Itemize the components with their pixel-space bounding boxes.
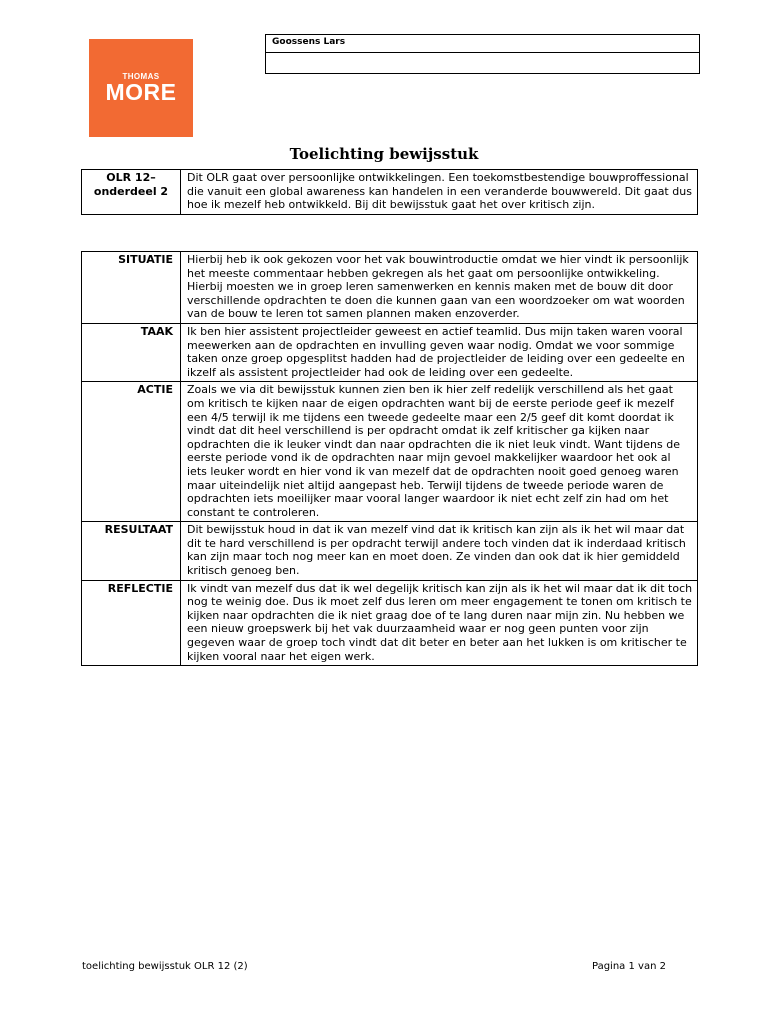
student-name-box (265, 34, 700, 74)
star-label-resultaat: RESULTAAT (82, 522, 181, 580)
star-text-reflectie: Ik vindt van mezelf dus dat ik wel degelijk kritisch kan zijn als ik het wil maar dat ik dit toch nog te weinig doe. Dus ik moet zelf dus leren om meer engagement te tonen om kritisch te kijken naar opdrachten die ik niet graag doe of te lang duren naar mijn zin. Nu hebben we een nieuw groepswerk bij het vak duurzaamheid waar er nog geen punten voor zijn gegeven waar de groep toch vindt dat dit beter en beter aan het lukken is om kritischer te kijken vooral naar het eigen werk. (181, 580, 698, 666)
intro-row (82, 170, 698, 215)
footer-document-name: toelichting bewijsstuk OLR 12 (2) (82, 961, 248, 972)
star-label-taak: TAAK (82, 323, 181, 381)
star-label-situatie: SITUATIE (82, 252, 181, 324)
star-row-situatie (82, 252, 698, 324)
star-text-resultaat: Dit bewijsstuk houd in dat ik van mezelf vind dat ik kritisch kan zijn als ik het wil maar dat dit te hard verschillend is per opdracht terwijl andere toch vinden dat ik inderdaad kritisch kan zijn maar toch nog meer kan en moet doen. Ze vinden dan ook dat ik hier gemiddeld kritisch genoeg ben. (181, 522, 698, 580)
intro-label: OLR 12– onderdeel 2 (82, 170, 181, 215)
star-text-actie: Zoals we via dit bewijsstuk kunnen zien ben ik hier zelf redelijk verschillend als het gaat om kritisch te kijken naar de eigen opdrachten want bij de eerste periode geef ik mezelf een 4/5 terwijl ik me tijdens een tweede gedeelte maar een 2/5 geef dit komt doordat ik vindt dat dit heel verschillend is per opdracht omdat ik zelf kritischer ga kijken naar opdrachten die ik leuker vindt dan naar opdrachten die ik niet leuk vindt. Want tijdens de eerste periode vond ik de opdrachten naar mijn gevoel makkelijker waardoor het ook al iets leuker wordt en hier vond ik van mezelf dat de opdrachten nooit goed genoeg waren maar uiteindelijk niet altijd aangepast heb. Terwijl tijdens de tweede periode waren de opdrachten iets moeilijker maar vooral langer waardoor ik niet echt zelf zin had om het constant te controleren. (181, 382, 698, 522)
intro-table (81, 169, 698, 215)
thomas-more-logo (89, 39, 193, 137)
star-text-situatie: Hierbij heb ik ook gekozen voor het vak bouwintroductie omdat we hier vindt ik persoonlijk het meeste commentaar hebben gekregen als het gaat om persoonlijke ontwikkeling. Hierbij moesten we in groep leren samenwerken en kennis maken met de bouw dit door verschillende opdrachten te doen die kunnen gaan van een woordzoeker om wat woorden van de bouw te leren tot samen plannen maken enzoverder. (181, 252, 698, 324)
student-name-box-second-row (266, 53, 699, 73)
star-table (81, 251, 698, 666)
star-row-actie (82, 382, 698, 522)
star-row-reflectie (82, 580, 698, 666)
star-row-taak (82, 323, 698, 381)
student-name: Goossens Lars (266, 35, 699, 53)
logo-line-2: MORE (105, 79, 177, 105)
page-title: Toelichting bewijsstuk (289, 145, 479, 163)
intro-text: Dit OLR gaat over persoonlijke ontwikkelingen. Een toekomstbestendige bouwproffessional die vanuit een global awareness kan handelen in een veranderde bouwwereld. Dit gaat dus hoe ik mezelf heb ontwikkeld. Bij dit bewijsstuk gaat het over kritisch zijn. (181, 170, 698, 215)
star-row-resultaat (82, 522, 698, 580)
footer-page-number: Pagina 1 van 2 (592, 961, 666, 972)
logo-line-1: THOMAS (122, 72, 160, 81)
star-text-taak: Ik ben hier assistent projectleider geweest en actief teamlid. Dus mijn taken waren vooral meewerken aan de opdrachten en invulling geven waar nodig. Omdat we voor sommige taken onze groep opgesplitst hadden had de projectleider de leiding over een gedeelte en ikzelf als assistent projectleider had ook de leiding over een gedeelte. (181, 323, 698, 381)
star-label-reflectie: REFLECTIE (82, 580, 181, 666)
star-label-actie: ACTIE (82, 382, 181, 522)
